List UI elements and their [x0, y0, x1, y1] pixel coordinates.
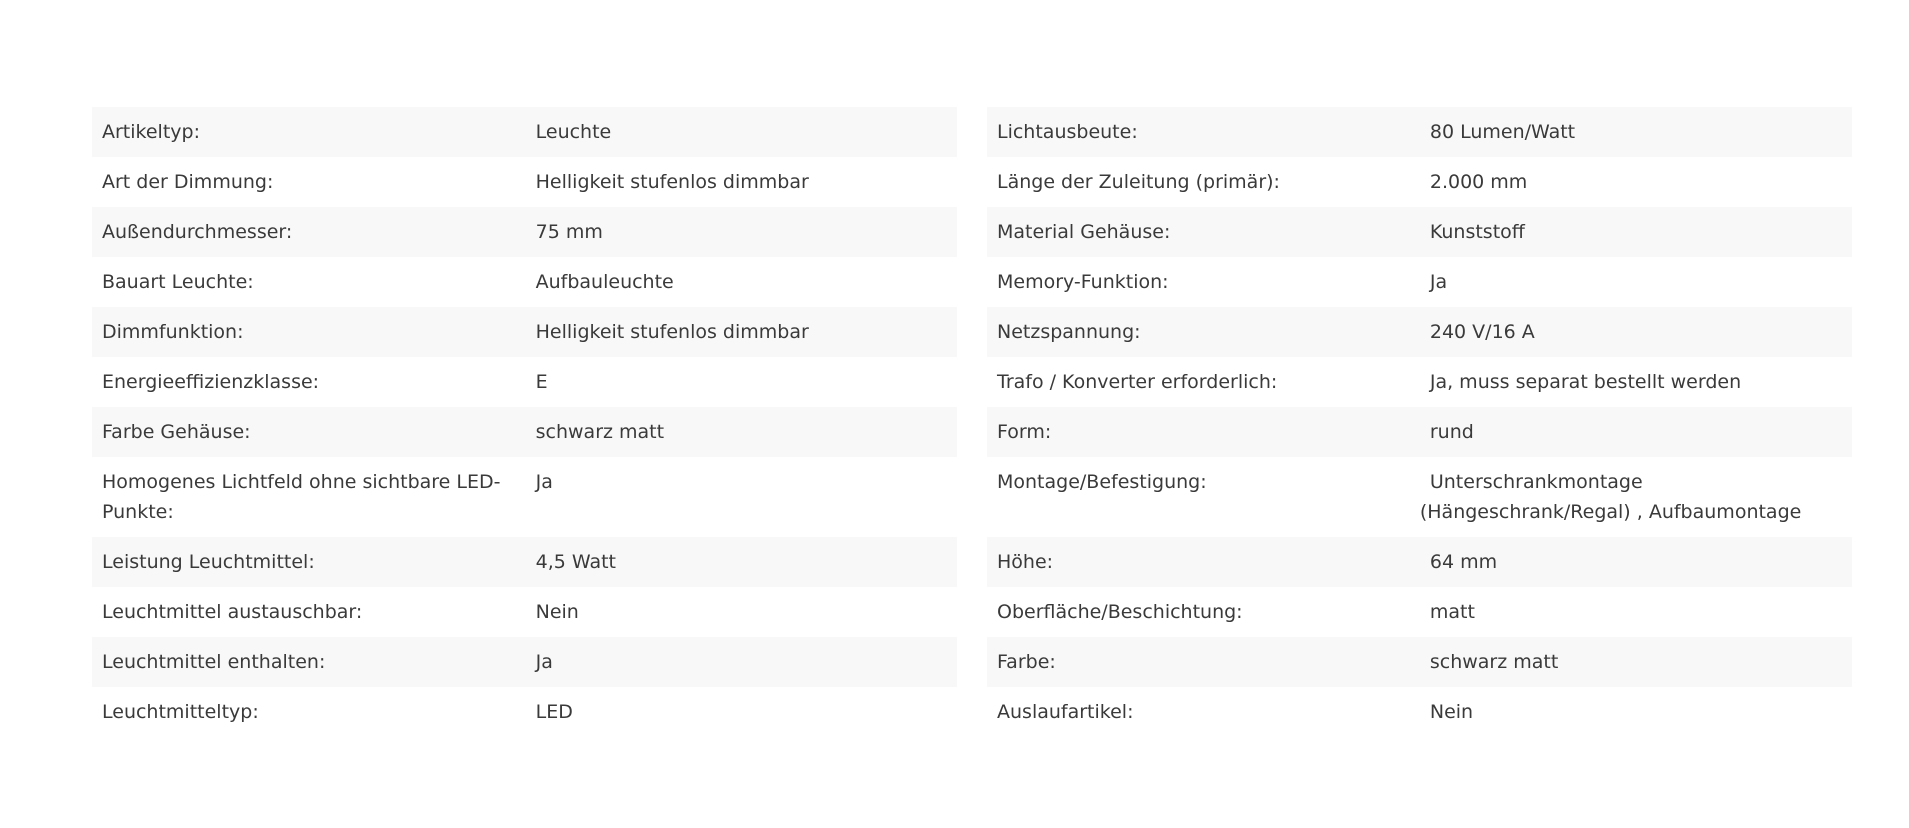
spec-label: Länge der Zuleitung (primär):: [997, 171, 1280, 193]
spec-value: Ja: [526, 637, 957, 687]
spec-row: [92, 157, 957, 207]
spec-row: [987, 157, 1852, 207]
spec-value: Aufbauleuchte: [535, 271, 674, 293]
spec-row: [987, 357, 1852, 407]
spec-value-line: Unterschrankmontage: [1429, 471, 1643, 493]
spec-label: Farbe Gehäuse:: [92, 407, 526, 457]
spec-label: Auslaufartikel:: [997, 701, 1134, 723]
spec-value: schwarz matt: [526, 407, 957, 457]
spec-value: Helligkeit stufenlos dimmbar: [526, 307, 957, 357]
spec-value: 75 mm: [526, 207, 957, 257]
spec-row: [92, 687, 957, 737]
spec-row: [987, 457, 1852, 537]
spec-value: 80 Lumen/Watt: [1420, 107, 1852, 157]
spec-label: Memory-Funktion:: [997, 271, 1169, 293]
spec-label: Bauart Leuchte:: [102, 271, 254, 293]
spec-label: Lichtausbeute:: [987, 107, 1420, 157]
spec-value: LED: [535, 701, 573, 723]
spec-label: Art der Dimmung:: [102, 171, 274, 193]
spec-label: Artikeltyp:: [92, 107, 526, 157]
spec-label: Außendurchmesser:: [92, 207, 526, 257]
spec-row: [92, 107, 957, 157]
spec-row: [987, 257, 1852, 307]
spec-value: rund: [1420, 407, 1852, 457]
spec-value: Leuchte: [526, 107, 957, 157]
spec-label: Montage/Befestigung:: [997, 471, 1207, 493]
spec-value-line: (Hängeschrank/Regal) , Aufbaumontage: [1419, 501, 1802, 523]
spec-label: Trafo / Konverter erforderlich:: [997, 371, 1278, 393]
spec-value: matt: [1429, 601, 1475, 623]
spec-value: Ja: [1429, 271, 1448, 293]
spec-value: Helligkeit stufenlos dimmbar: [535, 171, 809, 193]
spec-label: Oberfläche/Beschichtung:: [997, 601, 1243, 623]
spec-value: 240 V/16 A: [1420, 307, 1852, 357]
product-specifications: [92, 107, 1852, 737]
spec-label: Höhe:: [987, 537, 1420, 587]
spec-table-left: [92, 107, 957, 737]
spec-value: 64 mm: [1420, 537, 1852, 587]
spec-value: schwarz matt: [1420, 637, 1852, 687]
spec-row: [987, 207, 1852, 257]
spec-row: [987, 637, 1852, 687]
spec-value: 2.000 mm: [1429, 171, 1528, 193]
spec-label: Material Gehäuse:: [987, 207, 1420, 257]
spec-row: [987, 407, 1852, 457]
spec-label: Dimmfunktion:: [92, 307, 526, 357]
spec-row: [92, 207, 957, 257]
spec-row: [92, 537, 957, 587]
spec-value: Ja: [535, 471, 553, 493]
spec-row: [92, 457, 957, 537]
spec-row: [92, 587, 957, 637]
spec-row: [92, 257, 957, 307]
spec-row: [92, 637, 957, 687]
spec-value: 4,5 Watt: [526, 537, 957, 587]
spec-row: [987, 537, 1852, 587]
spec-label: Leistung Leuchtmittel:: [92, 537, 526, 587]
spec-row: [987, 587, 1852, 637]
spec-row: [987, 307, 1852, 357]
spec-value: Kunststoff: [1420, 207, 1852, 257]
spec-label: Form:: [987, 407, 1420, 457]
spec-value: Nein: [535, 601, 579, 623]
spec-table-right: [987, 107, 1852, 737]
spec-value: E: [535, 371, 548, 393]
spec-row: [92, 307, 957, 357]
spec-label: Leuchtmittel austauschbar:: [102, 601, 363, 623]
spec-value: [1420, 457, 1852, 537]
spec-label: Leuchtmitteltyp:: [102, 701, 259, 723]
spec-label: Netzspannung:: [987, 307, 1420, 357]
spec-row: [92, 357, 957, 407]
spec-label: Leuchtmittel enthalten:: [92, 637, 526, 687]
spec-row: [92, 407, 957, 457]
spec-value: Ja, muss separat bestellt werden: [1429, 371, 1742, 393]
spec-row: [987, 107, 1852, 157]
spec-label: Energieeffizienzklasse:: [102, 371, 320, 393]
spec-label: Farbe:: [987, 637, 1420, 687]
spec-label: Homogenes Lichtfeld ohne sichtbare LED-Punkte:: [102, 471, 501, 523]
spec-row: [987, 687, 1852, 737]
spec-value: Nein: [1429, 701, 1474, 723]
